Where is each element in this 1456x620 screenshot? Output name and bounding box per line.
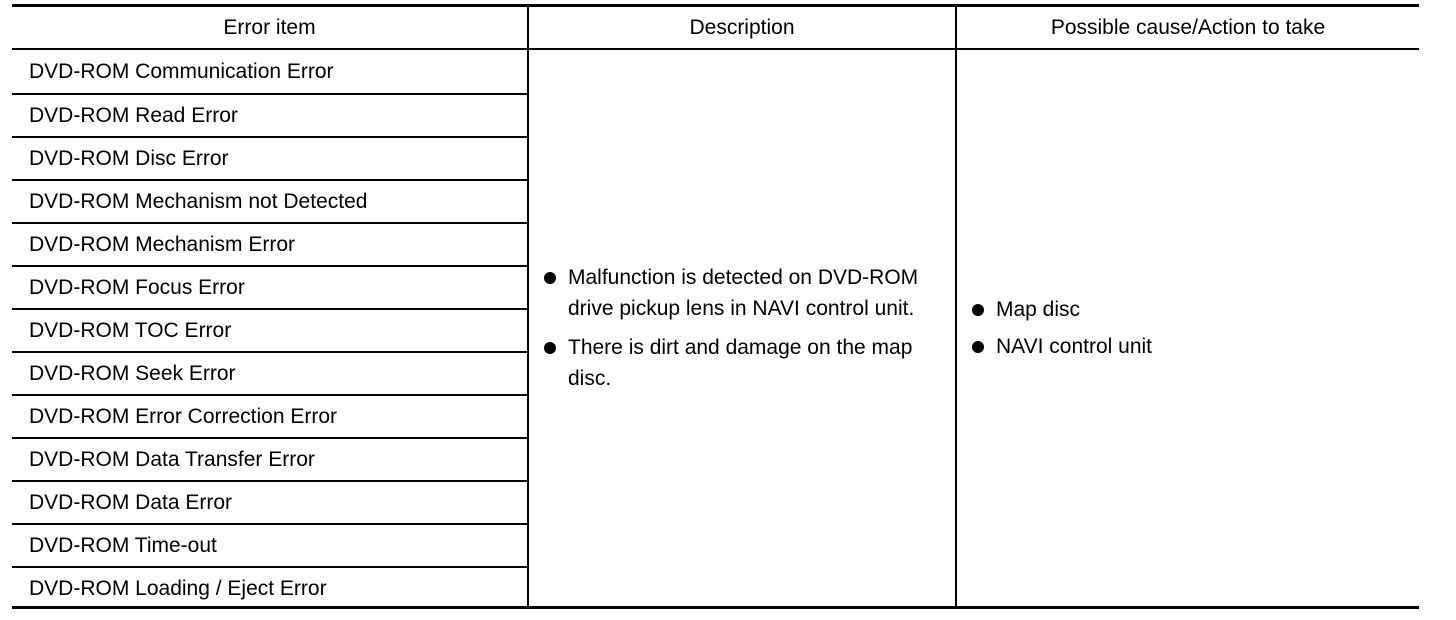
table-bottom-rule	[12, 606, 1419, 609]
list-item	[529, 332, 955, 394]
table-row	[12, 50, 527, 93]
error-table	[12, 4, 1419, 610]
error-item-label: DVD-ROM Read Error	[29, 103, 238, 127]
error-item-label: DVD-ROM Seek Error	[29, 361, 236, 385]
table-row	[12, 308, 527, 351]
header-error-item: Error item	[223, 15, 316, 39]
error-item-label: DVD-ROM Loading / Eject Error	[29, 576, 327, 600]
error-item-label: DVD-ROM Data Transfer Error	[29, 447, 315, 471]
table-row	[12, 566, 527, 609]
error-item-label: DVD-ROM Mechanism not Detected	[29, 189, 368, 213]
error-item-label: DVD-ROM Communication Error	[29, 59, 334, 83]
header-description: Description	[689, 15, 795, 39]
error-item-label: DVD-ROM TOC Error	[29, 318, 232, 342]
table-row	[12, 93, 527, 136]
description-text: Malfunction is detected on DVD-ROM drive pickup lens in NAVI control unit.	[568, 266, 919, 320]
error-item-label: DVD-ROM Disc Error	[29, 146, 229, 170]
table-row	[12, 179, 527, 222]
bullet-icon	[972, 304, 984, 316]
description-cell	[529, 50, 955, 606]
possible-cause-cell	[957, 50, 1419, 606]
table-row	[12, 351, 527, 394]
error-item-label: DVD-ROM Data Error	[29, 490, 233, 514]
table-row	[12, 222, 527, 265]
error-item-label: DVD-ROM Time-out	[29, 533, 217, 557]
table-row	[12, 523, 527, 566]
header-possible-cause: Possible cause/Action to take	[1050, 15, 1326, 39]
table-row	[12, 265, 527, 308]
error-item-label: DVD-ROM Error Correction Error	[29, 404, 338, 428]
bullet-icon	[972, 341, 984, 353]
table-row	[12, 437, 527, 480]
list-item	[957, 331, 1419, 362]
cause-text: Map disc	[996, 298, 1081, 321]
bullet-icon	[544, 342, 556, 354]
cause-text: NAVI control unit	[996, 335, 1153, 358]
description-text: There is dirt and damage on the map disc.	[568, 336, 913, 390]
table-row	[12, 136, 527, 179]
error-item-label: DVD-ROM Focus Error	[29, 275, 245, 299]
table-row	[12, 394, 527, 437]
table-row	[12, 480, 527, 523]
error-item-label: DVD-ROM Mechanism Error	[29, 232, 296, 256]
bullet-icon	[544, 272, 556, 284]
list-item	[957, 294, 1419, 325]
list-item	[529, 262, 955, 324]
